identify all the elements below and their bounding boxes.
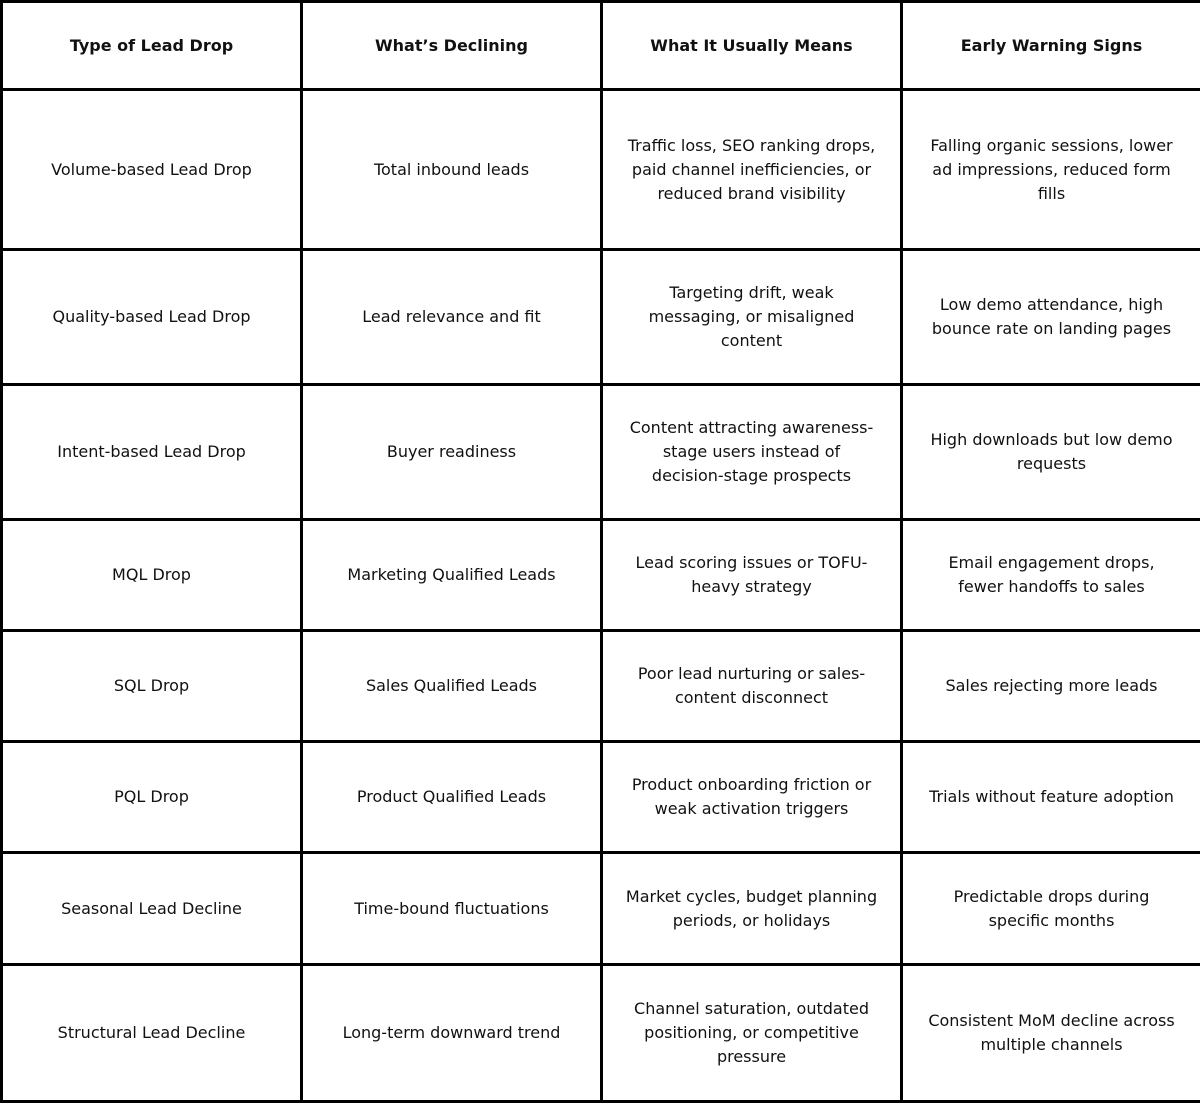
cell-meaning: Channel saturation, outdated positioning, or competitive pressure (602, 965, 902, 1102)
table-row (2, 965, 1200, 1102)
cell-warning-signs: Email engagement drops, fewer handoffs to sales (902, 520, 1200, 631)
cell-declining: Total inbound leads (302, 90, 602, 250)
cell-warning-signs: Predictable drops during specific months (902, 853, 1200, 965)
cell-meaning: Content attracting awareness-stage users instead of decision-stage prospects (602, 385, 902, 520)
header-meaning: What It Usually Means (602, 2, 902, 90)
cell-declining: Product Qualified Leads (302, 742, 602, 853)
cell-type: Volume-based Lead Drop (2, 90, 302, 250)
cell-warning-signs: Low demo attendance, high bounce rate on landing pages (902, 250, 1200, 385)
cell-meaning: Targeting drift, weak messaging, or misaligned content (602, 250, 902, 385)
cell-type: Quality-based Lead Drop (2, 250, 302, 385)
table-row (2, 520, 1200, 631)
cell-meaning: Traffic loss, SEO ranking drops, paid channel inefficiencies, or reduced brand visibility (602, 90, 902, 250)
cell-declining: Marketing Qualified Leads (302, 520, 602, 631)
cell-warning-signs: Trials without feature adoption (902, 742, 1200, 853)
table-row (2, 631, 1200, 742)
table-row (2, 90, 1200, 250)
table-row (2, 250, 1200, 385)
header-row (2, 2, 1200, 90)
cell-declining: Lead relevance and fit (302, 250, 602, 385)
cell-warning-signs: Sales rejecting more leads (902, 631, 1200, 742)
cell-meaning: Lead scoring issues or TOFU-heavy strategy (602, 520, 902, 631)
cell-type: Intent-based Lead Drop (2, 385, 302, 520)
cell-meaning: Product onboarding friction or weak activation triggers (602, 742, 902, 853)
cell-meaning: Market cycles, budget planning periods, or holidays (602, 853, 902, 965)
cell-type: MQL Drop (2, 520, 302, 631)
table-row (2, 385, 1200, 520)
header-type: Type of Lead Drop (2, 2, 302, 90)
cell-type: PQL Drop (2, 742, 302, 853)
cell-declining: Buyer readiness (302, 385, 602, 520)
cell-meaning: Poor lead nurturing or sales-content disconnect (602, 631, 902, 742)
header-warning-signs: Early Warning Signs (902, 2, 1200, 90)
cell-declining: Long-term downward trend (302, 965, 602, 1102)
cell-warning-signs: Falling organic sessions, lower ad impressions, reduced form fills (902, 90, 1200, 250)
table-row (2, 853, 1200, 965)
cell-declining: Sales Qualified Leads (302, 631, 602, 742)
cell-warning-signs: Consistent MoM decline across multiple channels (902, 965, 1200, 1102)
header-declining: What’s Declining (302, 2, 602, 90)
cell-type: Structural Lead Decline (2, 965, 302, 1102)
cell-declining: Time-bound fluctuations (302, 853, 602, 965)
cell-type: Seasonal Lead Decline (2, 853, 302, 965)
table-row (2, 742, 1200, 853)
cell-type: SQL Drop (2, 631, 302, 742)
cell-warning-signs: High downloads but low demo requests (902, 385, 1200, 520)
